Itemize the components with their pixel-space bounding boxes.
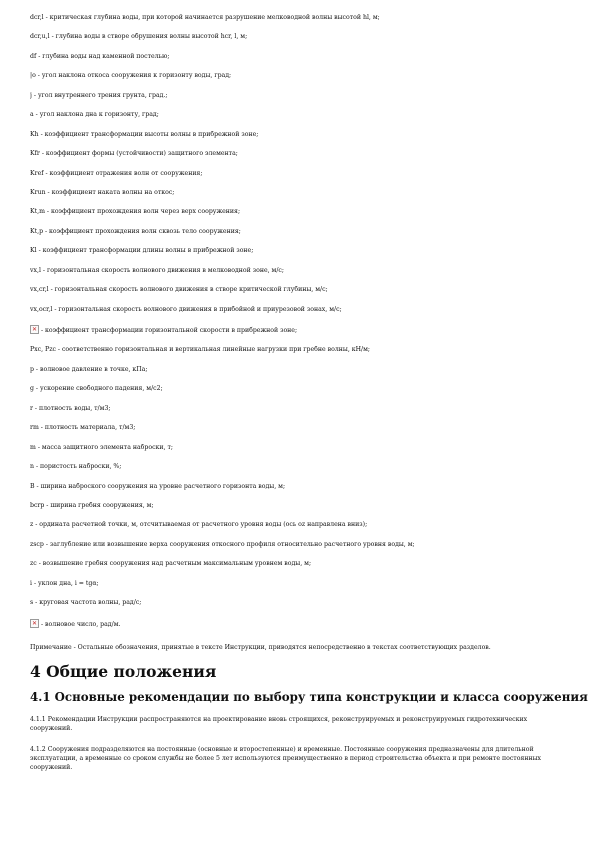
definition-item	[30, 306, 565, 314]
definition-text: Pxc, Pzc - соответственно горизонтальная и вертикальная линейные нагрузки при гребне волны, кН/м;	[30, 346, 371, 354]
definition-item	[30, 444, 565, 452]
definition-item	[30, 131, 565, 139]
definition-item	[30, 424, 565, 432]
definition-text: zscp - заглубление или возвышение верха сооружения откосного профиля относительно расчетного уровня воды, м;	[30, 540, 415, 548]
definition-text: df - глубина воды над каменной постелью;	[30, 52, 170, 60]
paragraph-4-1-1: 4.1.1 Рекомендации Инструкции распространяются на проектирование вновь строящихся, реконструируемых и реконструируемых гидротехнических сооружений.	[30, 715, 528, 732]
definition-text: j - угол внутреннего трения грунта, град.;	[30, 91, 168, 99]
definition-item	[30, 385, 565, 393]
definition-text: Kt,m - коэффициент прохождения волн через верх сооружения;	[30, 208, 241, 216]
definition-text: p - волновое давление в точке, кПа;	[30, 365, 148, 373]
definition-text: Kref - коэффициент отражения волн от сооружения;	[30, 169, 203, 177]
definition-item	[30, 521, 565, 529]
broken-image-icon	[30, 619, 39, 628]
definition-item	[30, 170, 565, 178]
definition-text: n - пористость наброски, %;	[30, 463, 122, 471]
definition-text: Kh - коэффициент трансформации высоты волны в прибрежной зоне;	[30, 130, 259, 138]
definition-item	[30, 366, 565, 374]
definition-item	[30, 560, 565, 568]
definition-text: B - ширина наброского сооружения на уровне расчетного горизонта воды, м;	[30, 482, 286, 490]
definition-text: vx,cr,l - горизонтальная скорость волнового движения в створе критической глубины, м/с;	[30, 286, 328, 294]
definition-text: zc - возвышение гребня сооружения над расчетным максимальным уровнем воды, м;	[30, 560, 312, 568]
definition-item	[30, 111, 565, 119]
definition-text: Kl - коэффициент трансформации длины волны в прибрежной зоне;	[30, 247, 254, 255]
definition-item	[30, 325, 565, 336]
definition-text: m - масса защитного элемента наброски, т;	[30, 443, 173, 451]
paragraph-4-1-2: 4.1.2 Сооружения подразделяются на постоянные (основные и второстепенные) и временные. Постоянные сооружения предназначены для длительной эксплуатации, а временные со сроком службы не более 5 лет используются преимущественно в период строительства объекта и при ремонте постоянных сооружений.	[30, 745, 541, 771]
definition-text: Krun - коэффициент наката волны на откос;	[30, 188, 175, 196]
definition-item	[30, 92, 565, 100]
definition-item	[30, 189, 565, 197]
definition-text: r - плотность воды, т/м3;	[30, 404, 111, 412]
subsection-heading: 4.1 Основные рекомендации по выбору типа конструкции и класса сооружения	[30, 689, 588, 704]
definition-text: vx,ocr,l - горизонтальная скорость волнового движения в прибойной и приурезовой зонах, м/с;	[30, 305, 342, 313]
definition-text: s - круговая частота волны, рад/с;	[30, 599, 142, 607]
definition-item	[30, 619, 565, 630]
definition-item	[30, 228, 565, 236]
definition-text: z - ордината расчетной точки, м, отсчитываемая от расчетного уровня воды (ось oz направлена вниз);	[30, 521, 368, 529]
section-heading: 4 Общие положения	[30, 661, 217, 681]
definition-text: dcr,l - критическая глубина воды, при которой начинается разрушение мелководной волны высотой hl, м;	[30, 14, 380, 21]
definition-item	[30, 53, 565, 61]
symbol-definitions-list	[30, 14, 565, 630]
definition-text: rm - плотность материала, т/м3;	[30, 424, 136, 432]
definition-item	[30, 208, 565, 216]
definition-text: i - уклон дна, i = tgα;	[30, 579, 99, 587]
definition-item	[30, 150, 565, 158]
definition-item	[30, 483, 565, 491]
definition-text: - коэффициент трансформации горизонтальной скорости в прибрежной зоне;	[41, 327, 298, 334]
definition-text: dcr,u,l - глубина воды в створе обрушения волны высотой hcr, l, м;	[30, 33, 248, 41]
definition-item	[30, 541, 565, 549]
definition-text: Kt,p - коэффициент прохождения волн сквозь тело сооружения;	[30, 227, 241, 235]
definition-text: |o - угол наклона откоса сооружения к горизонту воды, град;	[30, 72, 232, 80]
definition-item	[30, 72, 565, 80]
definition-item	[30, 267, 565, 275]
definition-text: a - угол наклона дна к горизонту, град;	[30, 111, 159, 119]
broken-image-icon	[30, 325, 39, 334]
definition-text: bcrp - ширина гребня сооружения, м;	[30, 501, 154, 509]
definition-item	[30, 247, 565, 255]
definition-text: - волновое число, рад/м.	[41, 620, 121, 628]
definition-item	[30, 580, 565, 588]
note-paragraph: Примечание - Остальные обозначения, принятые в тексте Инструкции, приводятся непосредственно в текстах соответствующих разделов.	[30, 643, 491, 651]
definition-item	[30, 463, 565, 471]
definition-item	[30, 33, 565, 41]
definition-item	[30, 346, 565, 354]
definition-item	[30, 14, 565, 22]
definition-text: vx,l - горизонтальная скорость волнового движения в мелководной зоне, м/с;	[30, 266, 284, 274]
definition-item	[30, 599, 565, 607]
definition-item	[30, 405, 565, 413]
definition-text: Kfr - коэффициент формы (устойчивости) защитного элемента;	[30, 150, 238, 158]
definition-text: g - ускорение свободного падения, м/с2;	[30, 385, 163, 393]
definition-item	[30, 502, 565, 510]
definition-item	[30, 286, 565, 294]
